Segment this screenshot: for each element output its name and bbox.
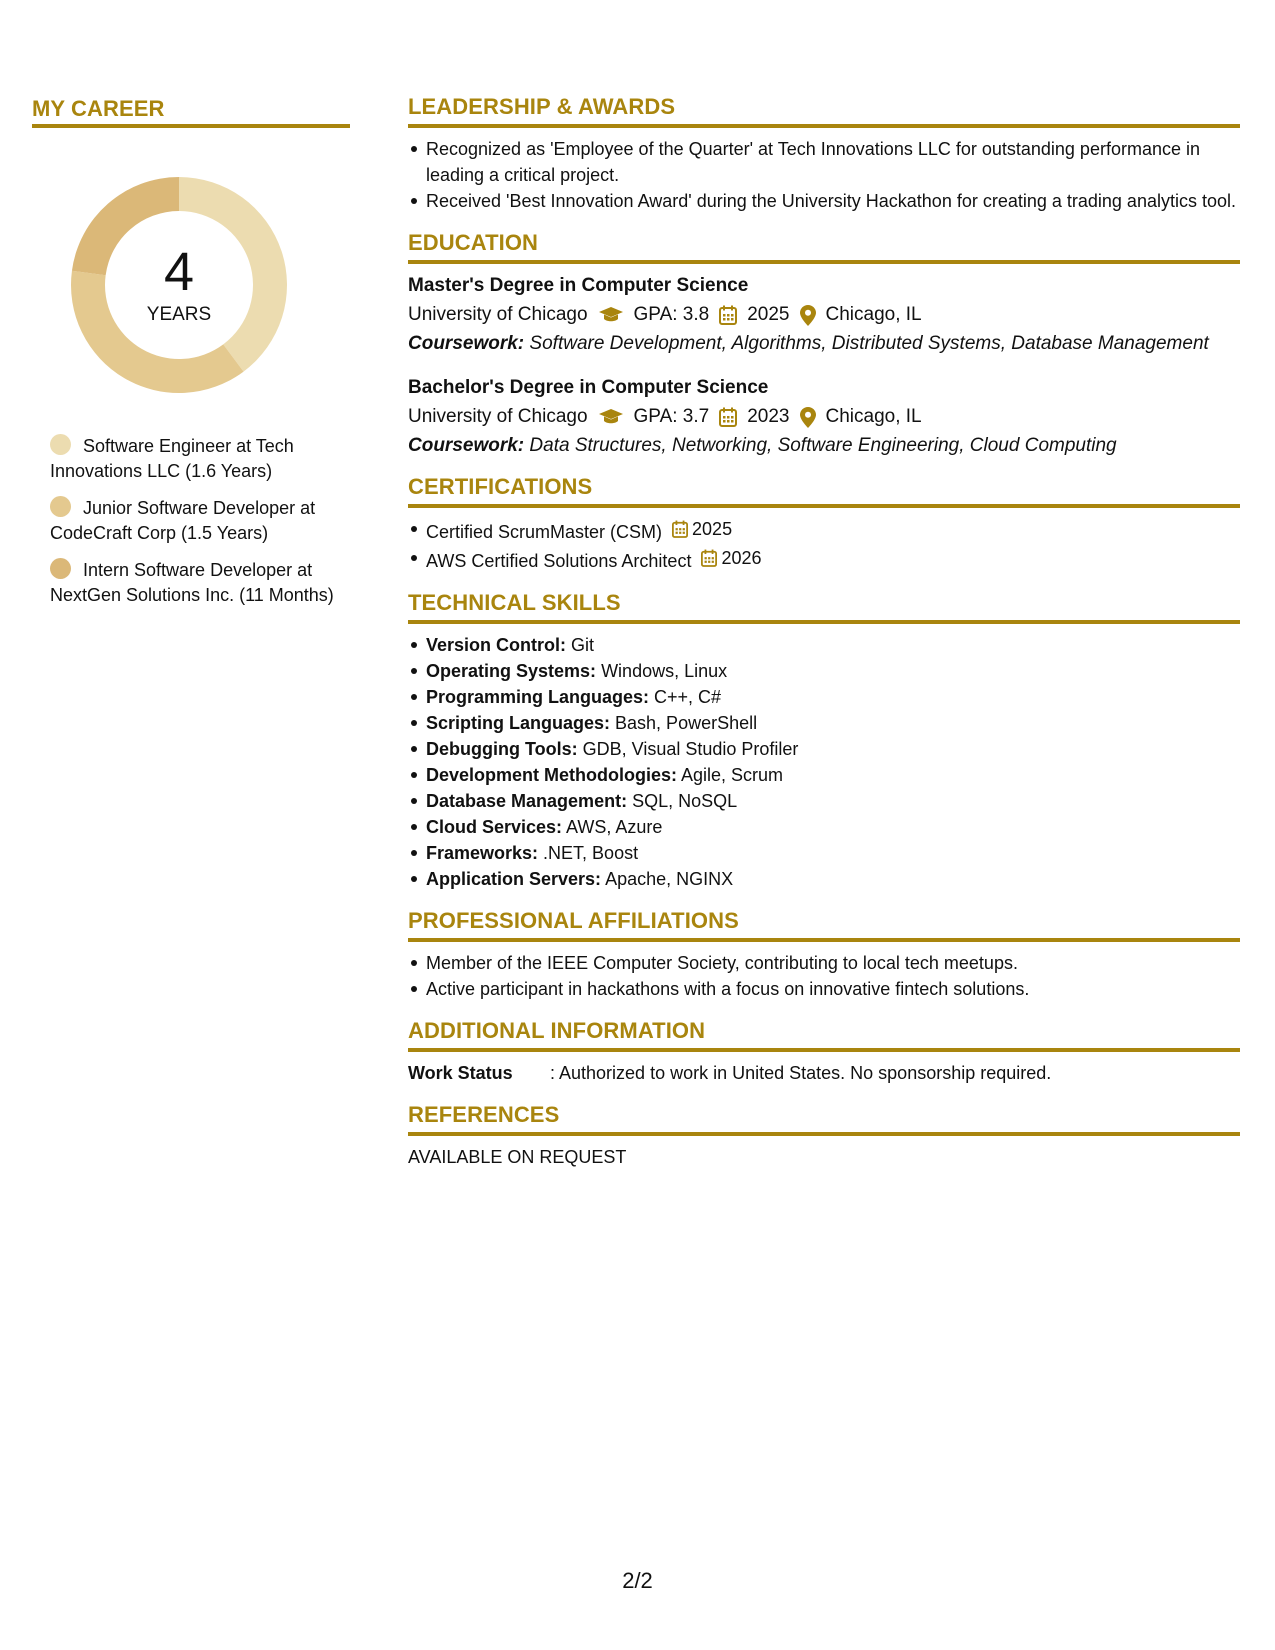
school-name: University of Chicago [408,304,588,325]
education-title: EDUCATION [408,230,1240,264]
skill-value: Git [566,635,595,655]
skill-item [426,658,1240,684]
skill-item [426,684,1240,710]
legend-dot-icon [50,434,71,455]
certification-name: AWS Certified Solutions Architect [426,551,692,571]
work-status-row [408,1060,1240,1086]
skill-label: Frameworks: [426,843,539,863]
references-section [408,1102,1240,1170]
work-status-label: Work Status [408,1063,513,1083]
education-entry [408,374,1240,458]
skill-label: Operating Systems: [426,661,597,681]
main-content [408,94,1240,1170]
affiliation-item: Member of the IEEE Computer Society, contributing to local tech meetups. [426,950,1240,976]
certification-year: 2026 [721,548,762,568]
legend-dot-icon [50,558,71,579]
career-total-unit: YEARS [146,304,212,325]
skill-label: Application Servers: [426,869,602,889]
affiliations-list [408,950,1240,1002]
skill-item [426,762,1240,788]
skill-value: GDB, Visual Studio Profiler [577,739,799,759]
skill-label: Debugging Tools: [426,739,578,759]
career-sidebar [32,96,350,620]
graduation-year: 2023 [747,406,790,427]
certification-year: 2025 [692,519,733,539]
coursework-text: Software Development, Algorithms, Distributed Systems, Database Management [524,333,1209,354]
career-legend-label: Software Engineer at Tech Innovations LLC (1.6 Years) [50,436,294,481]
coursework [408,332,1240,356]
school-location: Chicago, IL [825,406,922,427]
coursework [408,434,1240,458]
skill-value: Apache, NGINX [601,869,734,889]
skill-item [426,840,1240,866]
references-text: AVAILABLE ON REQUEST [408,1147,627,1167]
skills-title: TECHNICAL SKILLS [408,590,1240,624]
calendar-icon [719,407,737,427]
skill-item [426,736,1240,762]
career-legend-item [50,496,350,546]
skill-label: Development Methodologies: [426,765,678,785]
graduation-cap-icon [598,408,624,426]
graduation-cap-icon [598,306,624,324]
coursework-text: Data Structures, Networking, Software Engineering, Cloud Computing [524,435,1117,456]
gpa: GPA: 3.8 [633,304,710,325]
graduation-year: 2025 [747,304,790,325]
skill-label: Programming Languages: [426,687,650,707]
calendar-icon [672,520,688,538]
career-total-years: 4 [163,242,195,302]
affiliation-item: Active participant in hackathons with a focus on innovative fintech solutions. [426,976,1240,1002]
skill-value: Bash, PowerShell [610,713,758,733]
skill-label: Database Management: [426,791,628,811]
skill-value: Agile, Scrum [677,765,784,785]
skill-value: SQL, NoSQL [627,791,738,811]
leadership-list [408,136,1240,214]
certification-item [426,516,1240,545]
certifications-list [408,516,1240,574]
skill-item [426,710,1240,736]
skill-item [426,814,1240,840]
skill-label: Version Control: [426,635,567,655]
legend-dot-icon [50,496,71,517]
career-legend-label: Junior Software Developer at CodeCraft Corp (1.5 Years) [50,498,316,543]
skill-label: Cloud Services: [426,817,563,837]
map-pin-icon [800,407,816,428]
leadership-item: Received 'Best Innovation Award' during the University Hackathon for creating a trading analytics tool. [426,188,1240,214]
leadership-title: LEADERSHIP & AWARDS [408,94,1240,128]
skill-value: Windows, Linux [596,661,728,681]
school-location: Chicago, IL [825,304,922,325]
degree-title: Bachelor's Degree in Computer Science [408,377,769,398]
degree-title: Master's Degree in Computer Science [408,275,749,296]
skill-item [426,788,1240,814]
map-pin-icon [800,305,816,326]
gpa: GPA: 3.7 [633,406,710,427]
career-title: MY CAREER [32,96,350,128]
career-legend-item [50,434,350,484]
affiliations-section [408,908,1240,1002]
skills-list [408,632,1240,892]
calendar-icon [701,549,717,567]
skill-item [426,866,1240,892]
coursework-label: Coursework: [408,435,525,456]
page-number: 2/2 [622,1568,653,1593]
certifications-title: CERTIFICATIONS [408,474,1240,508]
references-title: REFERENCES [408,1102,1240,1136]
skill-label: Scripting Languages: [426,713,611,733]
skill-item [426,632,1240,658]
affiliations-title: PROFESSIONAL AFFILIATIONS [408,908,1240,942]
skill-value: AWS, Azure [562,817,663,837]
education-section [408,230,1240,458]
additional-section [408,1018,1240,1086]
certification-item [426,545,1240,574]
coursework-label: Coursework: [408,333,525,354]
skills-section [408,590,1240,892]
career-legend [32,434,350,608]
school-name: University of Chicago [408,406,588,427]
career-donut-chart [64,170,294,400]
work-status-value: : Authorized to work in United States. No sponsorship required. [550,1063,1052,1083]
leadership-section [408,94,1240,214]
certifications-section [408,474,1240,574]
leadership-item: Recognized as 'Employee of the Quarter' at Tech Innovations LLC for outstanding performance in leading a critical project. [426,136,1240,188]
skill-value: .NET, Boost [538,843,639,863]
additional-title: ADDITIONAL INFORMATION [408,1018,1240,1052]
calendar-icon [719,305,737,325]
certification-name: Certified ScrumMaster (CSM) [426,522,663,542]
education-entry [408,272,1240,356]
skill-value: C++, C# [649,687,722,707]
career-legend-label: Intern Software Developer at NextGen Solutions Inc. (11 Months) [50,560,334,605]
career-legend-item [50,558,350,608]
